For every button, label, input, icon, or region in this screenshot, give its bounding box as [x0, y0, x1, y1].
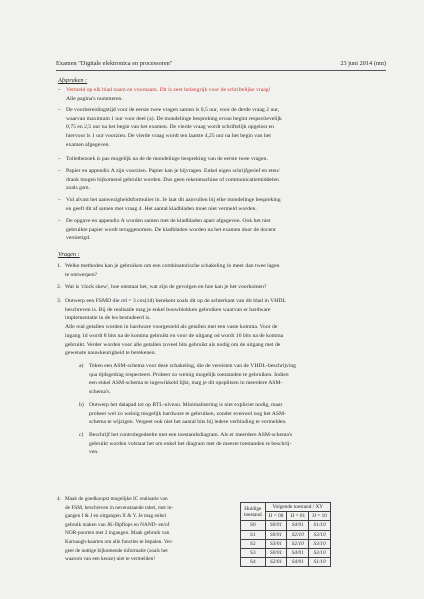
state-cell: S0 — [241, 521, 266, 530]
afspraak-line: en geeft dit af samen met vraag 4. Het aantal kladbladen moet niet vermeld worden. — [66, 205, 257, 212]
question-line: waarom van een keuze) niet te vermelden! — [65, 556, 156, 563]
question-1 — [57, 262, 378, 279]
question-4 — [57, 495, 233, 564]
input-header: IJ = 10 — [309, 512, 331, 521]
table-header-row — [241, 503, 331, 512]
next-state-header: Volgende toestand / XY — [265, 503, 330, 512]
question-line: beschreven is. Bij de realisatie mag je enkel bouwblokken gebruiken waarvan er hardware — [65, 306, 271, 313]
state-cell: S3 — [241, 548, 266, 557]
afspraak-line: 0,75 en 2,5 uur na het begin van het examen. De vierde vraag wordt schriftelijk opgelost en — [66, 124, 275, 131]
question-number: 2. — [57, 284, 62, 290]
afspraak-item-4: – Papier en appendix A zijn voorzien. Papier kan je bijvragen. Enkel eigen schrijfgerief en eten/ drank mogen bijkomend gebruikt worden. Dus geen rekenmachine of communicatiemiddelen zoals gsm. — [66, 167, 378, 193]
question-line: Maak de goedkoopst mogelijke IC realisatie van — [65, 496, 168, 502]
question-line: gebruik maken van JK-flipflops en NAND- en/of — [65, 521, 170, 528]
afspraak-item-2: – De voorbereidingstijd voor de eerste twee vragen samen is 0,5 uur, voor de derde vraag 2 uur, waarvan maximum 1 uur voor deel (a). De mondelinge bespreking ervan begint respectievelijk 0,75 en 2,5 uur na het begin van het examen. De vierde vraag wordt schriftelijk opgelost en hiervoor is 1 uur voorzien. De vierde vraag wordt ten laatste 4,25 uur na het begin van het examen afgegeven. — [66, 106, 378, 150]
table-row — [241, 521, 331, 530]
question-line: ven. — [89, 449, 99, 456]
afspraak-line: hiervoor is 1 uur voorzien. De vierde vraag wordt ten laatste 4,25 uur na het begin van het — [66, 133, 271, 140]
question-3a — [79, 362, 378, 397]
next-state-cell: S3/10 — [309, 530, 331, 539]
question-line: te ontwerpen? — [65, 271, 98, 278]
next-state-cell: S0/01 — [265, 530, 287, 539]
next-state-cell: S4/01 — [287, 548, 309, 557]
afspraak-line: Toiletbezoek is pas mogelijk na de de mondelinge bespreking van de eerste twee vragen. — [66, 156, 268, 162]
next-state-cell: S2/10 — [287, 530, 309, 539]
exam-date: 23 juni 2014 (nm) — [340, 60, 386, 67]
afspraak-line: Vermeld op elk blad naam en voornaam. Dit is zeer belangrijk voor de schriftelijke vraag! — [66, 87, 271, 93]
question-3c — [79, 431, 378, 457]
question-3b — [79, 401, 378, 427]
next-state-cell: S2/01 — [265, 558, 287, 567]
state-cell: S1 — [241, 530, 266, 539]
question-line: Karnaugh-kaarten om alle functies te bepalen. Ver- — [65, 538, 173, 545]
question-line: Wat is 'clock skew', hoe ontstaat het, wat zijn de gevolgen en hoe kan je het voorkomen? — [65, 284, 267, 290]
afspraak-line: De opgave en appendix A worden samen met de kladbladen apart afgegeven. Ook het niet — [66, 218, 271, 224]
table-row — [241, 539, 331, 548]
question-line: Alle real getallen worden in hardware voorgesteld als getallen met een vaste komma. Voor de — [65, 324, 278, 331]
question-line: Welke methoden kan je gebruiken om een combinatorische schakeling in meer dan twee lagen — [65, 263, 280, 269]
subquestion-letter: c) — [79, 432, 84, 438]
question-line: qua tijdsgedrag respecteert. Probeer zo weinig mogelijk toestanden te gebruiken. Indien — [89, 371, 289, 378]
state-cell: S2 — [241, 539, 266, 548]
question-line: gangen I & J en uitgangen X & Y. Je mag enkel — [65, 513, 166, 520]
state-table — [240, 502, 331, 567]
question-line: schema te wijzigen. Vergeet ook niet het aantal bits bij iedere verbinding te vermelden. — [89, 419, 287, 426]
question-2 — [57, 283, 378, 292]
afspraak-line: zoals gsm. — [66, 185, 91, 192]
subquestion-letter: b) — [79, 402, 84, 408]
question-line: schema's. — [89, 389, 111, 396]
input-header: IJ = 00 — [265, 512, 287, 521]
question-line: ingang 1d wordt 8 bits na de komma gebruikt en voor de uitgang od wordt 16 bits na de komma — [65, 332, 284, 339]
afspraak-item-1: – Vermeld op elk blad naam en voornaam. Dit is zeer belangrijk voor de schriftelijke vraag! Alle pagina's nummeren. — [66, 86, 378, 103]
question-line: gewenste nauwkeurigheid te berekenen. — [65, 350, 156, 357]
question-line: gebruikt. Verder worden voor alle getallen zoveel bits gebruikt als nodig om de uitgang met de — [65, 341, 281, 348]
question-number: 3. — [57, 298, 62, 304]
table-row — [241, 558, 331, 567]
afspraken-heading: Afspraken : — [58, 77, 88, 84]
question-line: Teken een ASM-schema voor deze schakeling, die de vereisten van de VHDL-beschrijving — [89, 363, 297, 369]
subquestion-letter: a) — [79, 363, 84, 369]
table-row — [241, 548, 331, 557]
exam-title: Examen "Digitale elektronica en processoren" — [56, 60, 173, 67]
afspraak-line: vernietigd. — [66, 235, 91, 242]
afspraak-line: waarvan maximum 1 uur voor deel (a). De mondelinge bespreking ervan begint respectievelijk — [66, 115, 282, 122]
afspraak-line: Alle pagina's nummeren. — [66, 95, 123, 102]
next-state-cell: S1/10 — [309, 521, 331, 530]
question-line: implementatie in de les bestudeerd is. — [65, 315, 151, 322]
question-line: Beschrijf het controlegedeelte met een toestandsdiagram. Als er meerdere ASM-schema's — [89, 432, 293, 438]
next-state-cell: S3/01 — [265, 539, 287, 548]
afspraak-line: gebruikte papier wordt teruggenomen. De kladbladen worden na het examen door de docent — [66, 226, 276, 233]
question-line: Ontwerp een FSMD die σd = 3 cos(1d) berekent zoals dit op de achterkant van dit blad in VHDL — [65, 298, 286, 304]
question-3 — [57, 297, 378, 358]
afspraak-item-5: – Vul alvast het aanwezigheidsformulier in. Je laat dit aanvullen bij elke mondelinge bespreking en geeft dit af samen met vraag 4. Het aantal kladbladen moet niet vermeld worden. — [66, 196, 378, 213]
vragen-heading: Vragen : — [58, 251, 80, 258]
question-line: Ontwerp het datapad tot op RTL-niveau. Minimalisering is niet expliciet nodig, maar — [89, 402, 283, 408]
next-state-cell: S1/10 — [309, 558, 331, 567]
current-state-header: Huidige toestand — [241, 503, 266, 521]
afspraak-line: De voorbereidingstijd voor de eerste twee vragen samen is 0,5 uur, voor de derde vraag 2 uur, — [66, 107, 280, 113]
afspraak-item-3: – Toiletbezoek is pas mogelijk na de de mondelinge bespreking van de eerste twee vragen. — [66, 155, 378, 164]
question-number: 1. — [57, 263, 62, 269]
question-line: de FSM, beschreven in nevenstaande tabel, met in- — [65, 504, 174, 511]
question-line: een enkel ASM-schema te ingewikkeld lijkt, mag je dit opsplitsen in meerdere ASM- — [89, 380, 283, 387]
afspraak-line: Vul alvast het aanwezigheidsformulier in. Je laat dit aanvullen bij elke mondelinge bespreking — [66, 197, 281, 203]
table-row — [241, 530, 331, 539]
question-line: probeer wel zo weinig mogelijk hardware te gebruiken, zonder evenwel nog het ASM- — [89, 410, 286, 417]
question-line: geet de nuttige bijkomende informatie (zoals het — [65, 547, 168, 554]
next-state-cell: S4/01 — [287, 521, 309, 530]
next-state-cell: S4/01 — [287, 558, 309, 567]
question-line: NOR-poorten met 2 ingangen. Maak gebruik van — [65, 530, 170, 537]
afspraak-line: examen afgegeven. — [66, 141, 110, 148]
question-number: 4. — [57, 496, 61, 502]
next-state-cell: S0/01 — [265, 548, 287, 557]
input-header: IJ = 01 — [287, 512, 309, 521]
next-state-cell: S3/10 — [309, 539, 331, 548]
next-state-cell: S3/10 — [309, 548, 331, 557]
state-cell: S4 — [241, 558, 266, 567]
next-state-cell: S0/01 — [265, 521, 287, 530]
header-rule — [56, 70, 386, 71]
next-state-cell: S2/10 — [287, 539, 309, 548]
question-line: gebruikt worden volstaat het om enkel het diagram met de meeste toestanden te beschrij- — [89, 440, 292, 447]
afspraak-item-6: – De opgave en appendix A worden samen met de kladbladen apart afgegeven. Ook het niet gebruikte papier wordt teruggenomen. De kladbladen worden na het examen door de docent vernietigd. — [66, 217, 378, 243]
afspraak-line: Papier en appendix A zijn voorzien. Papier kan je bijvragen. Enkel eigen schrijfgerief en eten/ — [66, 168, 280, 174]
afspraak-line: drank mogen bijkomend gebruikt worden. Dus geen rekenmachine of communicatiemiddelen — [66, 176, 279, 183]
